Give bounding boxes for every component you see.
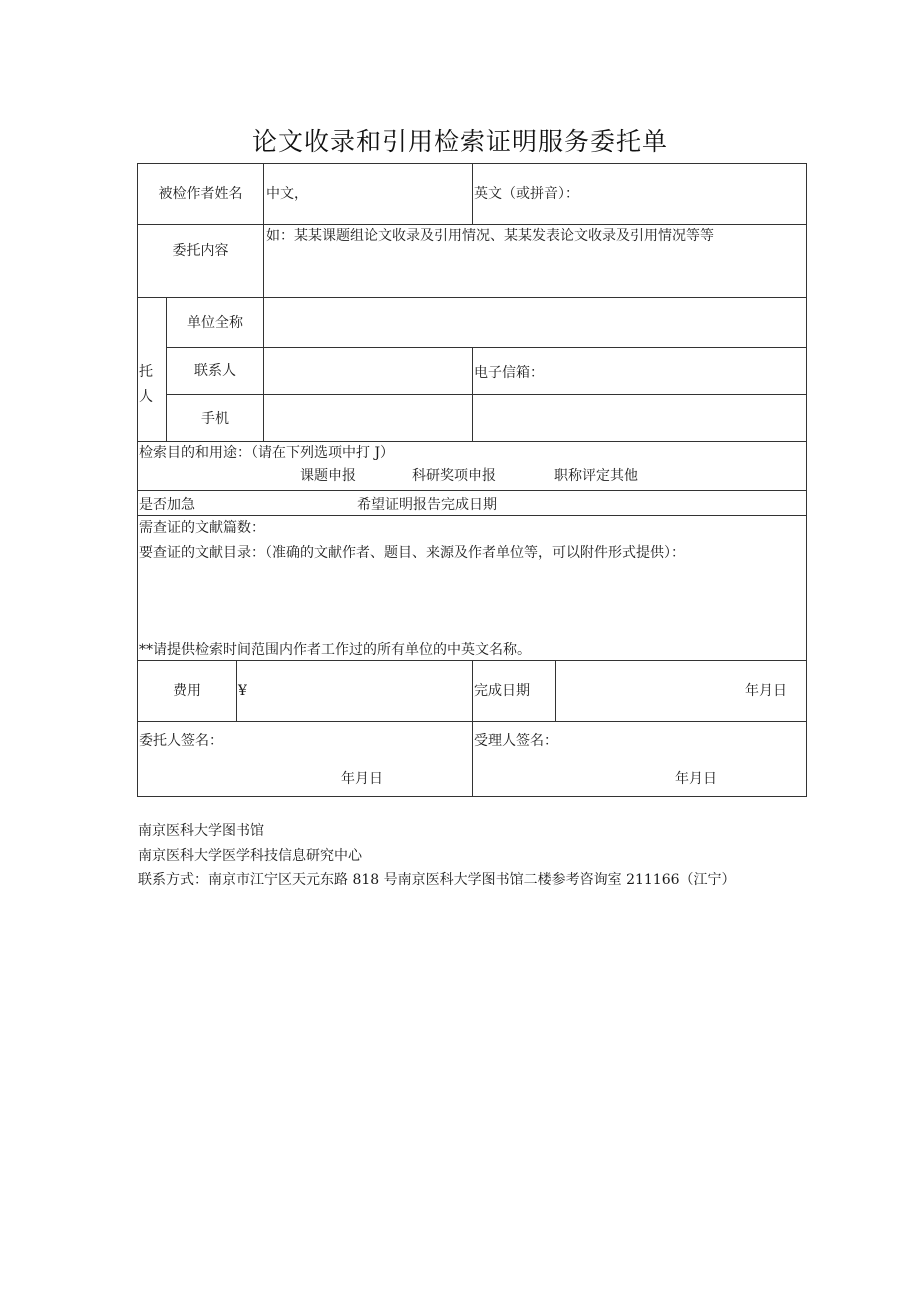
receiver-signature-label: 受理人签名：: [474, 733, 558, 749]
author-name-label: 被检作者姓名: [158, 186, 243, 202]
page-title: 论文收录和引用检索证明服务委托单: [251, 127, 668, 156]
unit-name-label: 单位全称: [187, 315, 243, 331]
email-label: 电子信箱：: [474, 365, 544, 381]
affiliation-note: **请提供检索时间范围内作者工作过的所有单位的中英文名称。: [139, 642, 531, 658]
author-english-field[interactable]: 英文（或拼音）：: [474, 186, 579, 202]
col-divider: [472, 347, 473, 441]
row-divider: [137, 490, 807, 491]
footer-research-center: 南京医科大学医学科技信息研究中心: [138, 848, 362, 864]
urgent-label: 是否加急: [139, 497, 195, 513]
option-research-award[interactable]: 科研奖项申报: [412, 468, 496, 484]
col-divider: [472, 660, 473, 797]
client-signature-date[interactable]: 年月日: [341, 771, 383, 787]
author-chinese-field[interactable]: 中文，: [266, 186, 308, 202]
contact-person-label: 联系人: [194, 363, 236, 379]
footer-library: 南京医科大学图书馆: [138, 823, 264, 839]
row-divider: [137, 224, 807, 225]
col-divider: [472, 163, 473, 224]
document-list-label: 要查证的文献目录：（准确的文献作者、题目、来源及作者单位等，可以附件形式提供）：: [139, 545, 685, 561]
expected-date-label: 希望证明报告完成日期: [357, 497, 497, 513]
mobile-phone-label: 手机: [201, 411, 229, 427]
client-side-char-2: 人: [139, 389, 153, 405]
option-project-application[interactable]: 课题申报: [300, 468, 356, 484]
fee-label: 费用: [173, 683, 201, 699]
document-count-label: 需查证的文献篇数：: [139, 520, 265, 536]
purpose-label: 检索目的和用途：（请在下列选项中打 J）: [139, 445, 395, 461]
commission-content-field[interactable]: 如：某某课题组论文收录及引用情况、某某发表论文收录及引用情况等等: [266, 228, 714, 244]
option-title-evaluation[interactable]: 职称评定其他: [554, 468, 638, 484]
completion-date-label: 完成日期: [474, 683, 530, 699]
commission-content-label: 委托内容: [172, 243, 229, 259]
fee-currency[interactable]: ¥: [238, 683, 247, 699]
row-divider: [137, 515, 807, 516]
row-divider: [137, 441, 807, 442]
client-side-char-1: 托: [139, 364, 153, 380]
completion-date-field[interactable]: 年月日: [745, 683, 787, 699]
client-signature-label: 委托人签名：: [139, 733, 223, 749]
footer-contact: 联系方式：南京市江宁区天元东路 818 号南京医科大学图书馆二楼参考咨询室 211166（江宁）: [138, 872, 736, 888]
col-divider: [263, 163, 264, 441]
receiver-signature-date[interactable]: 年月日: [675, 771, 717, 787]
col-divider: [555, 660, 556, 721]
col-divider: [236, 660, 237, 721]
row-divider: [137, 297, 807, 298]
